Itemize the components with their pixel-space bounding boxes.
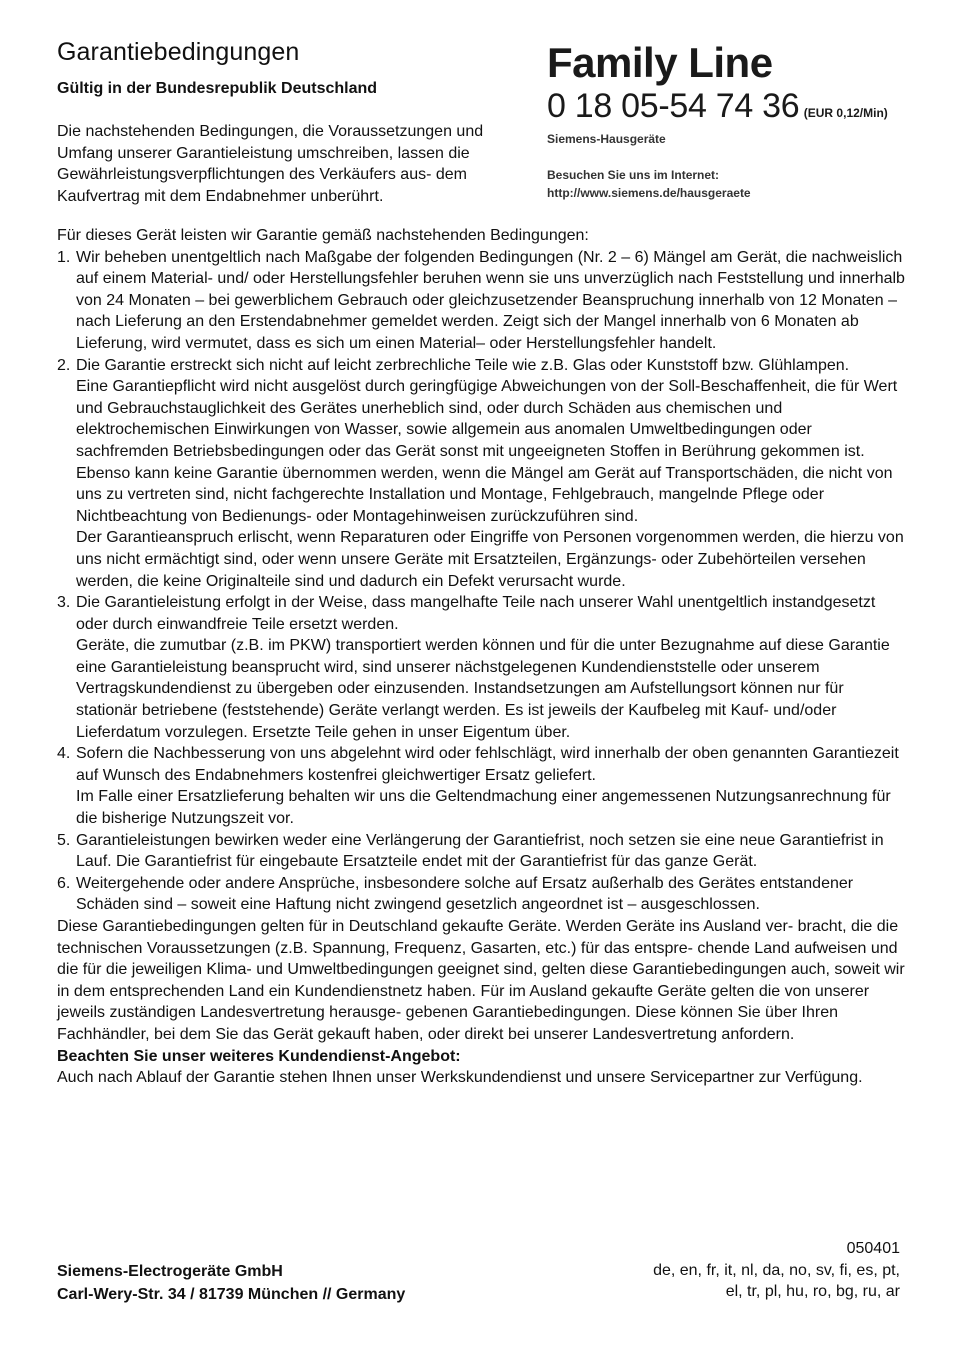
company-address-block — [57, 1260, 405, 1306]
condition-paragraph: Sofern die Nachbesserung von uns abgelehnt wird oder fehlschlägt, wird innerhalb der oben genannten Garantiezeit auf Wunsch des Endabnehmers kostenfrei gleichwertiger Ersatz geliefert. — [76, 745, 899, 784]
company-address: Carl-Wery-Str. 34 / 81739 München // Germany — [57, 1286, 406, 1303]
condition-3 — [57, 592, 907, 743]
condition-paragraph: Der Garantieanspruch erlischt, wenn Reparaturen oder Eingriffe von Personen vorgenommen werden, die hierzu von uns nicht ermächtigt sind, oder wenn unsere Geräte mit Ersatzteilen, Ergänzungs- oder Zubehörteilen versehen werden, die keine Originalteile sind und dadurch ein Defekt verursacht wurde. — [76, 529, 904, 590]
document-code-block — [653, 1238, 900, 1303]
language-list-line-1: de, en, fr, it, nl, da, no, sv, fi, es, pt, — [653, 1261, 900, 1279]
condition-paragraph: Garantieleistungen bewirken weder eine Verlängerung der Garantiefrist, noch setzen sie eine neue Garantiefrist in Lauf. Die Garantiefrist für eingebaute Ersatzteile endet mit der Garantiefrist für das ganze Gerät. — [76, 831, 884, 871]
family-line-rate: (EUR 0,12/Min) — [803, 106, 888, 120]
condition-number: 1. — [57, 248, 71, 266]
offer-heading: Beachten Sie unser weiteres Kundendienst-Angebot: — [57, 1047, 461, 1065]
conditions-list — [57, 247, 907, 916]
family-line-phone: 0 18 05-54 74 36 — [547, 87, 800, 125]
language-list-line-2: el, tr, pl, hu, ro, bg, ru, ar — [725, 1283, 900, 1301]
closing-paragraph: Diese Garantiebedingungen gelten für in Deutschland gekaufte Geräte. Werden Geräte ins Ausland ver- bracht, die die technischen Voraussetzungen (z.B. Spannung, Frequenz, Gasarten, etc.) für das entspre- chende Land aufweisen und die für die jeweiligen Klima- und Umweltbedingungen geeignet sind, gelten diese Garantiebedingungen auch, soweit wir in dem entsprechenden Land ein Kundendienstnetz haben. Für im Ausland gekaufte Geräte gelten die von unserer jeweils zuständigen Landesvertretung herausge- gebenen Garantiebedingungen. Diese können Sie über Ihren Fachhändler, bei dem Sie das Gerät gekauft haben, oder direkt bei unserer Landesvertretung anfordern. — [57, 918, 905, 1043]
family-line-visit: Besuchen Sie uns im Internet: — [547, 168, 720, 182]
condition-paragraph: Weitergehende oder andere Ansprüche, insbesondere solche auf Ersatz außerhalb des Gerätes entstandener Schäden sind – soweit eine Haftung nicht zwingend gesetzlich angeordnet ist – ausgeschlossen. — [76, 874, 854, 914]
offer-text: Auch nach Ablauf der Garantie stehen Ihnen unser Werkskundendienst und unsere Servicepartner zur Verfügung. — [57, 1069, 863, 1087]
family-line-phone-row — [547, 88, 927, 131]
family-line-box — [547, 40, 927, 203]
condition-4 — [57, 743, 907, 829]
family-line-title: Family Line — [547, 39, 773, 86]
condition-paragraph: Geräte, die zumutbar (z.B. im PKW) transportiert werden können und für die unter Bezugnahme auf diese Garantie eine Garantieleistung beansprucht wird, sind unserer nächstgelegenen Kundendienststelle oder unserem Vertragskundendienst zu übergeben oder einzusenden. Instandsetzungen am Aufstellungsort können nur für stationär betriebene (feststehende) Geräte verlangt werden. Es ist jeweils der Kaufbeleg mit Kauf- und/oder Lieferdatum vorzulegen. Ersetzte Teile gehen in unser Eigentum über. — [76, 637, 890, 741]
condition-number: 2. — [57, 356, 71, 374]
condition-6 — [57, 873, 907, 916]
page-title: Garantiebedingungen — [57, 38, 300, 66]
condition-number: 4. — [57, 745, 71, 763]
condition-2 — [57, 355, 907, 593]
family-line-company: Siemens-Hausgeräte — [547, 132, 666, 146]
condition-paragraph: Die Garantieleistung erfolgt in der Weise, dass mangelhafte Teile nach unserer Wahl unentgeltlich instandgesetzt oder durch einwandfreie Teile ersetzt werden. — [76, 594, 876, 633]
intro-paragraph: Die nachstehenden Bedingungen, die Voraussetzungen und Umfang unserer Garantieleistung umschreiben, lassen die Gewährleistungsverpflichtungen des Verkäufers aus- dem Kaufvertrag mit dem Endabnehmer unberührt. — [57, 123, 484, 205]
condition-number: 3. — [57, 594, 71, 612]
document-code: 050401 — [846, 1240, 900, 1257]
page-subtitle: Gültig in der Bundesrepublik Deutschland — [57, 80, 378, 97]
condition-1 — [57, 247, 907, 355]
condition-5 — [57, 830, 907, 873]
condition-paragraph: Wir beheben unentgeltlich nach Maßgabe der folgenden Bedingungen (Nr. 2 – 6) Mängel am Gerät, die nachweislich auf einem Material- und/ oder Herstellungsfehler beruhen wenn sie uns unverzüglich nach Feststellung und innerhalb von 24 Monaten – bei gewerblichem Gebrauch oder gleichzusetzender Beanspruchung innerhalb von 12 Monaten – nach Lieferung an den Erstendabnehmer gemeldet werden. Zeigt sich der Mangel innerhalb von 6 Monaten ab Lieferung, wird vermutet, dass es sich um einen Material– oder Herstellungsfehler handelt. — [76, 248, 905, 352]
body-lead: Für dieses Gerät leisten wir Garantie gemäß nachstehenden Bedingungen: — [57, 227, 589, 244]
condition-number: 6. — [57, 874, 71, 892]
condition-number: 5. — [57, 831, 71, 849]
condition-paragraph: Eine Garantiepflicht wird nicht ausgelöst durch geringfügige Abweichungen von der Soll-Beschaffenheit, die für Wert und Gebrauchstauglichkeit des Gerätes unerheblich sind, oder durch Schäden aus chemischen und elektrochemischen Einwirkungen von Wasser, sowie allgemein aus anomalen Umweltbedingungen oder sachfremden Betriebsbedingungen oder das Gerät sonst mit ungeeigneten Stoffen in Berührung gekommen ist. Ebenso kann keine Garantie übernommen werden, wenn die Mängel am Gerät auf Transportschäden, die nicht von uns zu vertreten sind, nicht fachgerechte Installation und Montage, Fehlgebrauch, mangelnde Pflege oder Nichtbeachtung von Bedienungs- oder Montagehinweisen zurückzuführen sind. — [76, 378, 898, 525]
warranty-body — [57, 225, 907, 1089]
condition-paragraph: Die Garantie erstreckt sich nicht auf leicht zerbrechliche Teile wie z.B. Glas oder Kunststoff bzw. Glühlampen. — [76, 356, 850, 374]
condition-paragraph: Im Falle einer Ersatzlieferung behalten wir uns die Geltendmachung einer angemessenen Nutzungsanrechnung für die bisherige Nutzungszeit vor. — [76, 788, 891, 828]
family-line-url[interactable]: http://www.siemens.de/hausgeraete — [547, 186, 751, 200]
company-name: Siemens-Electrogeräte GmbH — [57, 1263, 283, 1280]
